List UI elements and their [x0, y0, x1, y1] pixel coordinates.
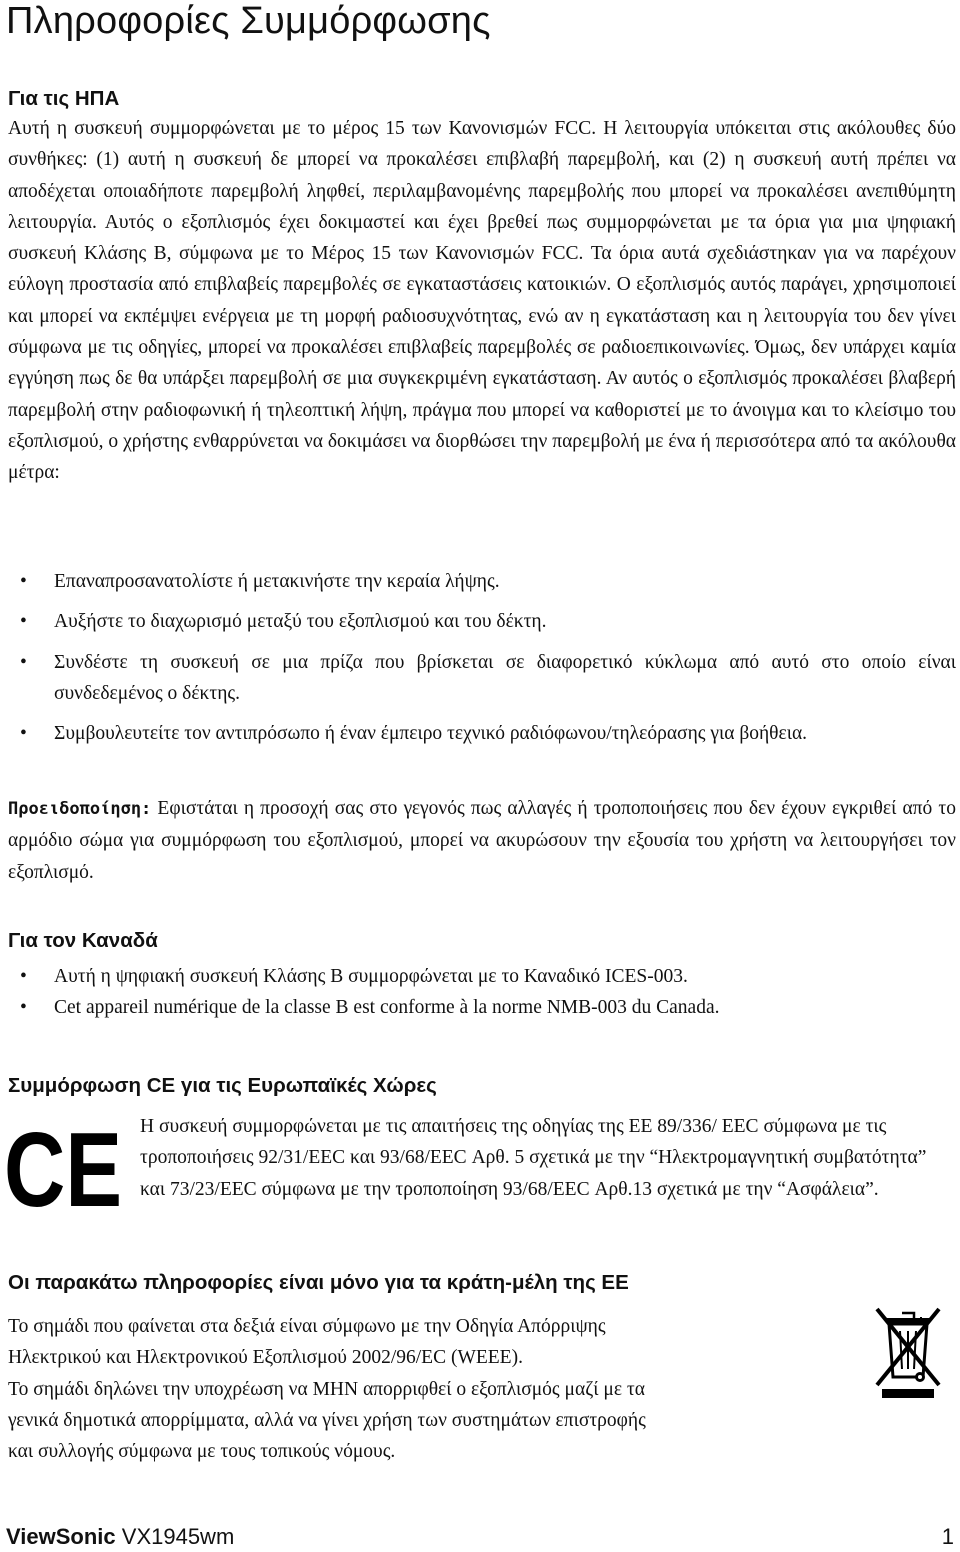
page-title: Πληροφορίες Συμμόρφωσης — [6, 0, 491, 42]
page-footer — [6, 1523, 954, 1551]
ce-heading: Συμμόρφωση CE για τις Ευρωπαϊκές Χώρες — [8, 1074, 437, 1097]
ce-mark-logo — [4, 1111, 124, 1229]
list-item: • Επαναπροσανατολίστε ή μετακινήστε την κεραία λήψης. — [8, 566, 956, 597]
list-item: • Cet appareil numérique de la classe B est conforme à la norme NMB-003 du Canada. — [8, 992, 956, 1023]
footer-model: VX1945wm — [121, 1524, 235, 1549]
warning-paragraph — [8, 793, 956, 888]
ce-logo-text: CE — [4, 1111, 122, 1229]
weee-crossed-bin-icon — [872, 1305, 944, 1404]
list-item: • Αυτή η ψηφιακή συσκευή Κλάσης B συμμορφώνεται με το Καναδικό ICES-003. — [8, 961, 956, 992]
footer-brand: ViewSonic — [6, 1524, 116, 1549]
eu-line: και συλλογής σύμφωνα με τους τοπικούς νόμους. — [8, 1441, 396, 1463]
usa-paragraph: Αυτή η συσκευή συμμορφώνεται με το μέρος 15 των Κανονισμών FCC. Η λειτουργία υπόκειται στις ακόλουθες δύο συνθήκες: (1) αυτή η συσκευή δε μπορεί να προκαλέσει επιβλαβή παρεμβολή, και (2) η συσκευή αυτή πρέπει να αποδέχεται οποιαδήποτε παρεμβολή ληφθεί, περιλαμβανομένης παρεμβολής που μπορεί να προκαλέσει ανεπιθύμητη λειτουργία. Αυτός ο εξοπλισμός έχει δοκιμαστεί και έχει βρεθεί πως συμμορφώνεται με τα όρια για μια ψηφιακή συσκευή Κλάσης B, σύμφωνα με το Μέρος 15 των Κανονισμών FCC. Τα όρια αυτά σχεδιάστηκαν για να παρέχουν εύλογη προστασία από επιβλαβείς παρεμβολές σε εγκαταστάσεις κατοικιών. Ο εξοπλισμός αυτός παράγει, χρησιμοποιεί και μπορεί να εκπέμψει ενέργεια με τη μορφή ραδιοσυχνότητας, ενώ αν η εγκατάσταση και η λειτουργία του δεν γίνει σύμφωνα με τις οδηγίες, μπορεί να προκαλέσει επιβλαβείς παρεμβολές σε ραδιοεπικοινωνίες. Όμως, δεν υπάρχει καμία εγγύηση πως δε θα υπάρξει παρεμβολή σε μια συγκεκριμένη εγκατάσταση. Αν αυτός ο εξοπλισμός προκαλέσει βλαβερή παρεμβολή στην ραδιοφωνική ή τηλεοπτική λήψη, πράγμα που μπορεί να καθοριστεί με το άνοιγμα και το κλείσιμο του εξοπλισμού, ο χρήστης ενθαρρύνεται να δοκιμάσει να διορθώσει την παρεμβολή με ένα ή περισσότερα από τα ακόλουθα μέτρα: — [8, 118, 956, 484]
canada-list — [8, 961, 956, 1024]
warning-label: Προειδοποίηση: — [8, 799, 152, 819]
usa-heading: Για τις ΗΠΑ — [8, 87, 120, 110]
list-item: • Αυξήστε το διαχωρισμό μεταξύ του εξοπλισμού και του δέκτη. — [8, 606, 956, 637]
list-item: • Συμβουλευτείτε τον αντιπρόσωπο ή έναν έμπειρο τεχνικό ραδιόφωνου/τηλεόρασης για βοήθεια. — [8, 718, 956, 749]
eu-line: Το σημάδι δηλώνει την υποχρέωση να ΜΗΝ απορριφθεί ο εξοπλισμός μαζί με τα — [8, 1378, 645, 1400]
list-item: • Συνδέστε τη συσκευή σε μια πρίζα που βρίσκεται σε διαφορετικό κύκλωμα από αυτό στο οποίο είναι συνδεδεμένος ο δέκτης. — [8, 647, 956, 710]
ce-mark-icon — [4, 1111, 124, 1229]
eu-line: γενικά δημοτικά απορρίμματα, αλλά να γίνει χρήση των συστημάτων επιστροφής — [8, 1409, 646, 1431]
eu-line: Το σημάδι που φαίνεται στα δεξιά είναι σύμφωνο με την Οδηγία Απόρριψης — [8, 1316, 606, 1337]
warning-text: Εφιστάται η προσοχή σας στο γεγονός πως αλλαγές ή τροποποιήσεις που δεν έχουν εγκριθεί από το αρμόδιο σώμα για συμμόρφωση του εξοπλισμού, μπορεί να ακυρώσουν την εξουσία του χρήστη να λειτουργήσει τον εξοπλισμό. — [8, 798, 956, 883]
usa-measures-list — [8, 566, 956, 749]
ce-paragraph: Η συσκευή συμμορφώνεται με τις απαιτήσεις της οδηγίας της ΕΕ 89/336/ EEC σύμφωνα με τις τροποποιήσεις 92/31/EEC και 93/68/EEC Αρθ. 5 σχετικά με την “Ηλεκτρομαγνητική συμβατότητα” και 73/23/EEC σύμφωνα με την τροποποίηση 93/68/EEC Αρθ.13 σχετικά με την “Ασφάλεια”. — [140, 1116, 927, 1200]
eu-line: Ηλεκτρικού και Ηλεκτρονικού Εξοπλισμού 2002/96/EC (WEEE). — [8, 1347, 523, 1369]
canada-heading: Για τον Καναδά — [8, 929, 158, 952]
page-number: 1 — [941, 1524, 954, 1549]
eu-heading: Οι παρακάτω πληροφορίες είναι μόνο για τα κράτη-μέλη της ΕΕ — [8, 1271, 629, 1294]
eu-paragraph — [8, 1311, 868, 1467]
